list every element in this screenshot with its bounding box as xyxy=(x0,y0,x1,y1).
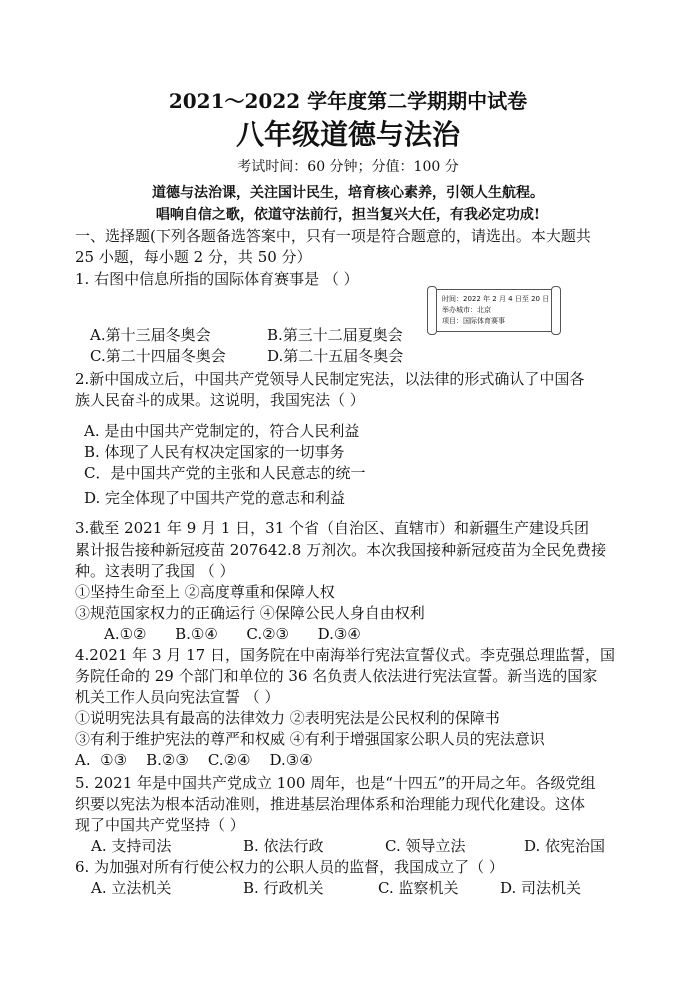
q4-stem-line-2: 务院任命的 29 个部门和单位的 36 名负责人依法进行宪法宣誓。新当选的国家 xyxy=(75,667,598,685)
q5-option-b: B. 依法行政 xyxy=(243,837,324,855)
q5-option-a: A. 支持司法 xyxy=(91,837,172,855)
section-instruction-line-1: 一、选择题(下列各题备选答案中，只有一项是符合题意的，请选出。本大题共 xyxy=(75,227,591,245)
q3-statement-line-2: ③规范国家权力的正确运行 ④保障公民人身自由权利 xyxy=(75,604,425,622)
q1-option-b: B.第三十二届夏奥会 xyxy=(267,326,403,344)
q2-stem-line-1: 2.新中国成立后，中国共产党领导人民制定宪法，以法律的形式确认了中国各 xyxy=(75,370,585,388)
q3-statement-line-1: ①坚持生命至上 ②高度尊重和保障人权 xyxy=(75,583,335,601)
q6-option-c: C. 监察机关 xyxy=(378,879,459,897)
q2-stem-line-2: 族人民奋斗的成果。这说明，我国宪法（ ） xyxy=(75,391,365,409)
subject-title: 八年级道德与法治 xyxy=(235,118,460,151)
figure-line-event: 项目：国际体育赛事 xyxy=(442,317,505,325)
q2-option-b: B. 体现了人民有权决定国家的一切事务 xyxy=(84,443,345,461)
q2-option-c: C．是中国共产党的主张和人民意志的统一 xyxy=(84,464,366,482)
q5-stem-line-2: 织要以宪法为根本活动准则，推进基层治理体系和治理能力现代化建设。这体 xyxy=(75,795,586,813)
q2-option-a: A. 是由中国共产党制定的，符合人民利益 xyxy=(84,422,360,440)
q5-option-c: C. 领导立法 xyxy=(385,837,466,855)
q1-option-a: A.第十三届冬奥会 xyxy=(90,326,211,344)
q6-option-d: D. 司法机关 xyxy=(500,879,582,897)
q5-stem-line-1: 5. 2021 年是中国共产党成立 100 周年，也是“十四五”的开局之年。各级党组 xyxy=(75,774,596,792)
q4-stem-line-3: 机关工作人员向宪法宣誓 （ ） xyxy=(75,688,280,706)
q5-stem-line-3: 现了中国共产党坚持（ ） xyxy=(75,816,245,834)
q4-statement-line-2: ③有利于维护宪法的尊严和权威 ④有利于增强国家公职人员的宪法意识 xyxy=(75,730,545,748)
q2-option-d: D. 完全体现了中国共产党的意志和利益 xyxy=(84,489,346,507)
exam-info: 考试时间：60 分钟；分值：100 分 xyxy=(237,159,459,175)
exam-year-title: 2021～2022 学年度第二学期期中试卷 xyxy=(168,89,528,113)
q4-statement-line-1: ①说明宪法具有最高的法律效力 ②表明宪法是公民权利的保障书 xyxy=(75,709,500,727)
event-info-scroll-figure xyxy=(431,289,557,332)
q1-stem: 1. 右图中信息所指的国际体育赛事是 （ ） xyxy=(75,270,359,288)
q4-stem-line-1: 4.2021 年 3 月 17 日，国务院在中南海举行宪法宣誓仪式。李克强总理监誓，国 xyxy=(75,646,615,664)
figure-line-city: 举办城市：北京 xyxy=(442,306,491,314)
motto-line-2: 唱响自信之歌，依道守法前行，担当复兴大任，有我必定功成! xyxy=(155,207,541,223)
q5-option-d: D. 依宪治国 xyxy=(524,837,606,855)
figure-line-time: 时间：2022 年 2 月 4 日至 20 日 xyxy=(442,295,550,303)
q6-option-b: B. 行政机关 xyxy=(243,879,324,897)
q3-stem-line-2: 累计报告接种新冠疫苗 207642.8 万剂次。本次我国接种新冠疫苗为全民免费接 xyxy=(75,541,607,559)
q1-option-d: D.第二十五届冬奥会 xyxy=(267,347,404,365)
q1-option-c: C.第二十四届冬奥会 xyxy=(90,347,226,365)
motto-line-1: 道德与法治课，关注国计民生，培育核心素养，引领人生航程。 xyxy=(152,185,544,201)
q3-stem-line-1: 3.截至 2021 年 9 月 1 日，31 个省（自治区、直辖市）和新疆生产建设兵团 xyxy=(75,519,590,537)
section-instruction-line-2: 25 小题，每小题 2 分，共 50 分） xyxy=(75,248,312,266)
q3-stem-line-3: 种。这表明了我国 （ ） xyxy=(75,562,235,580)
q4-options: A. ①③ B.②③ C.②④ D.③④ xyxy=(75,751,313,769)
q6-stem: 6. 为加强对所有行使公权力的公职人员的监督，我国成立了（ ） xyxy=(75,858,504,876)
q6-option-a: A. 立法机关 xyxy=(91,879,172,897)
q3-options: A.①② B.①④ C.②③ D.③④ xyxy=(104,625,361,643)
